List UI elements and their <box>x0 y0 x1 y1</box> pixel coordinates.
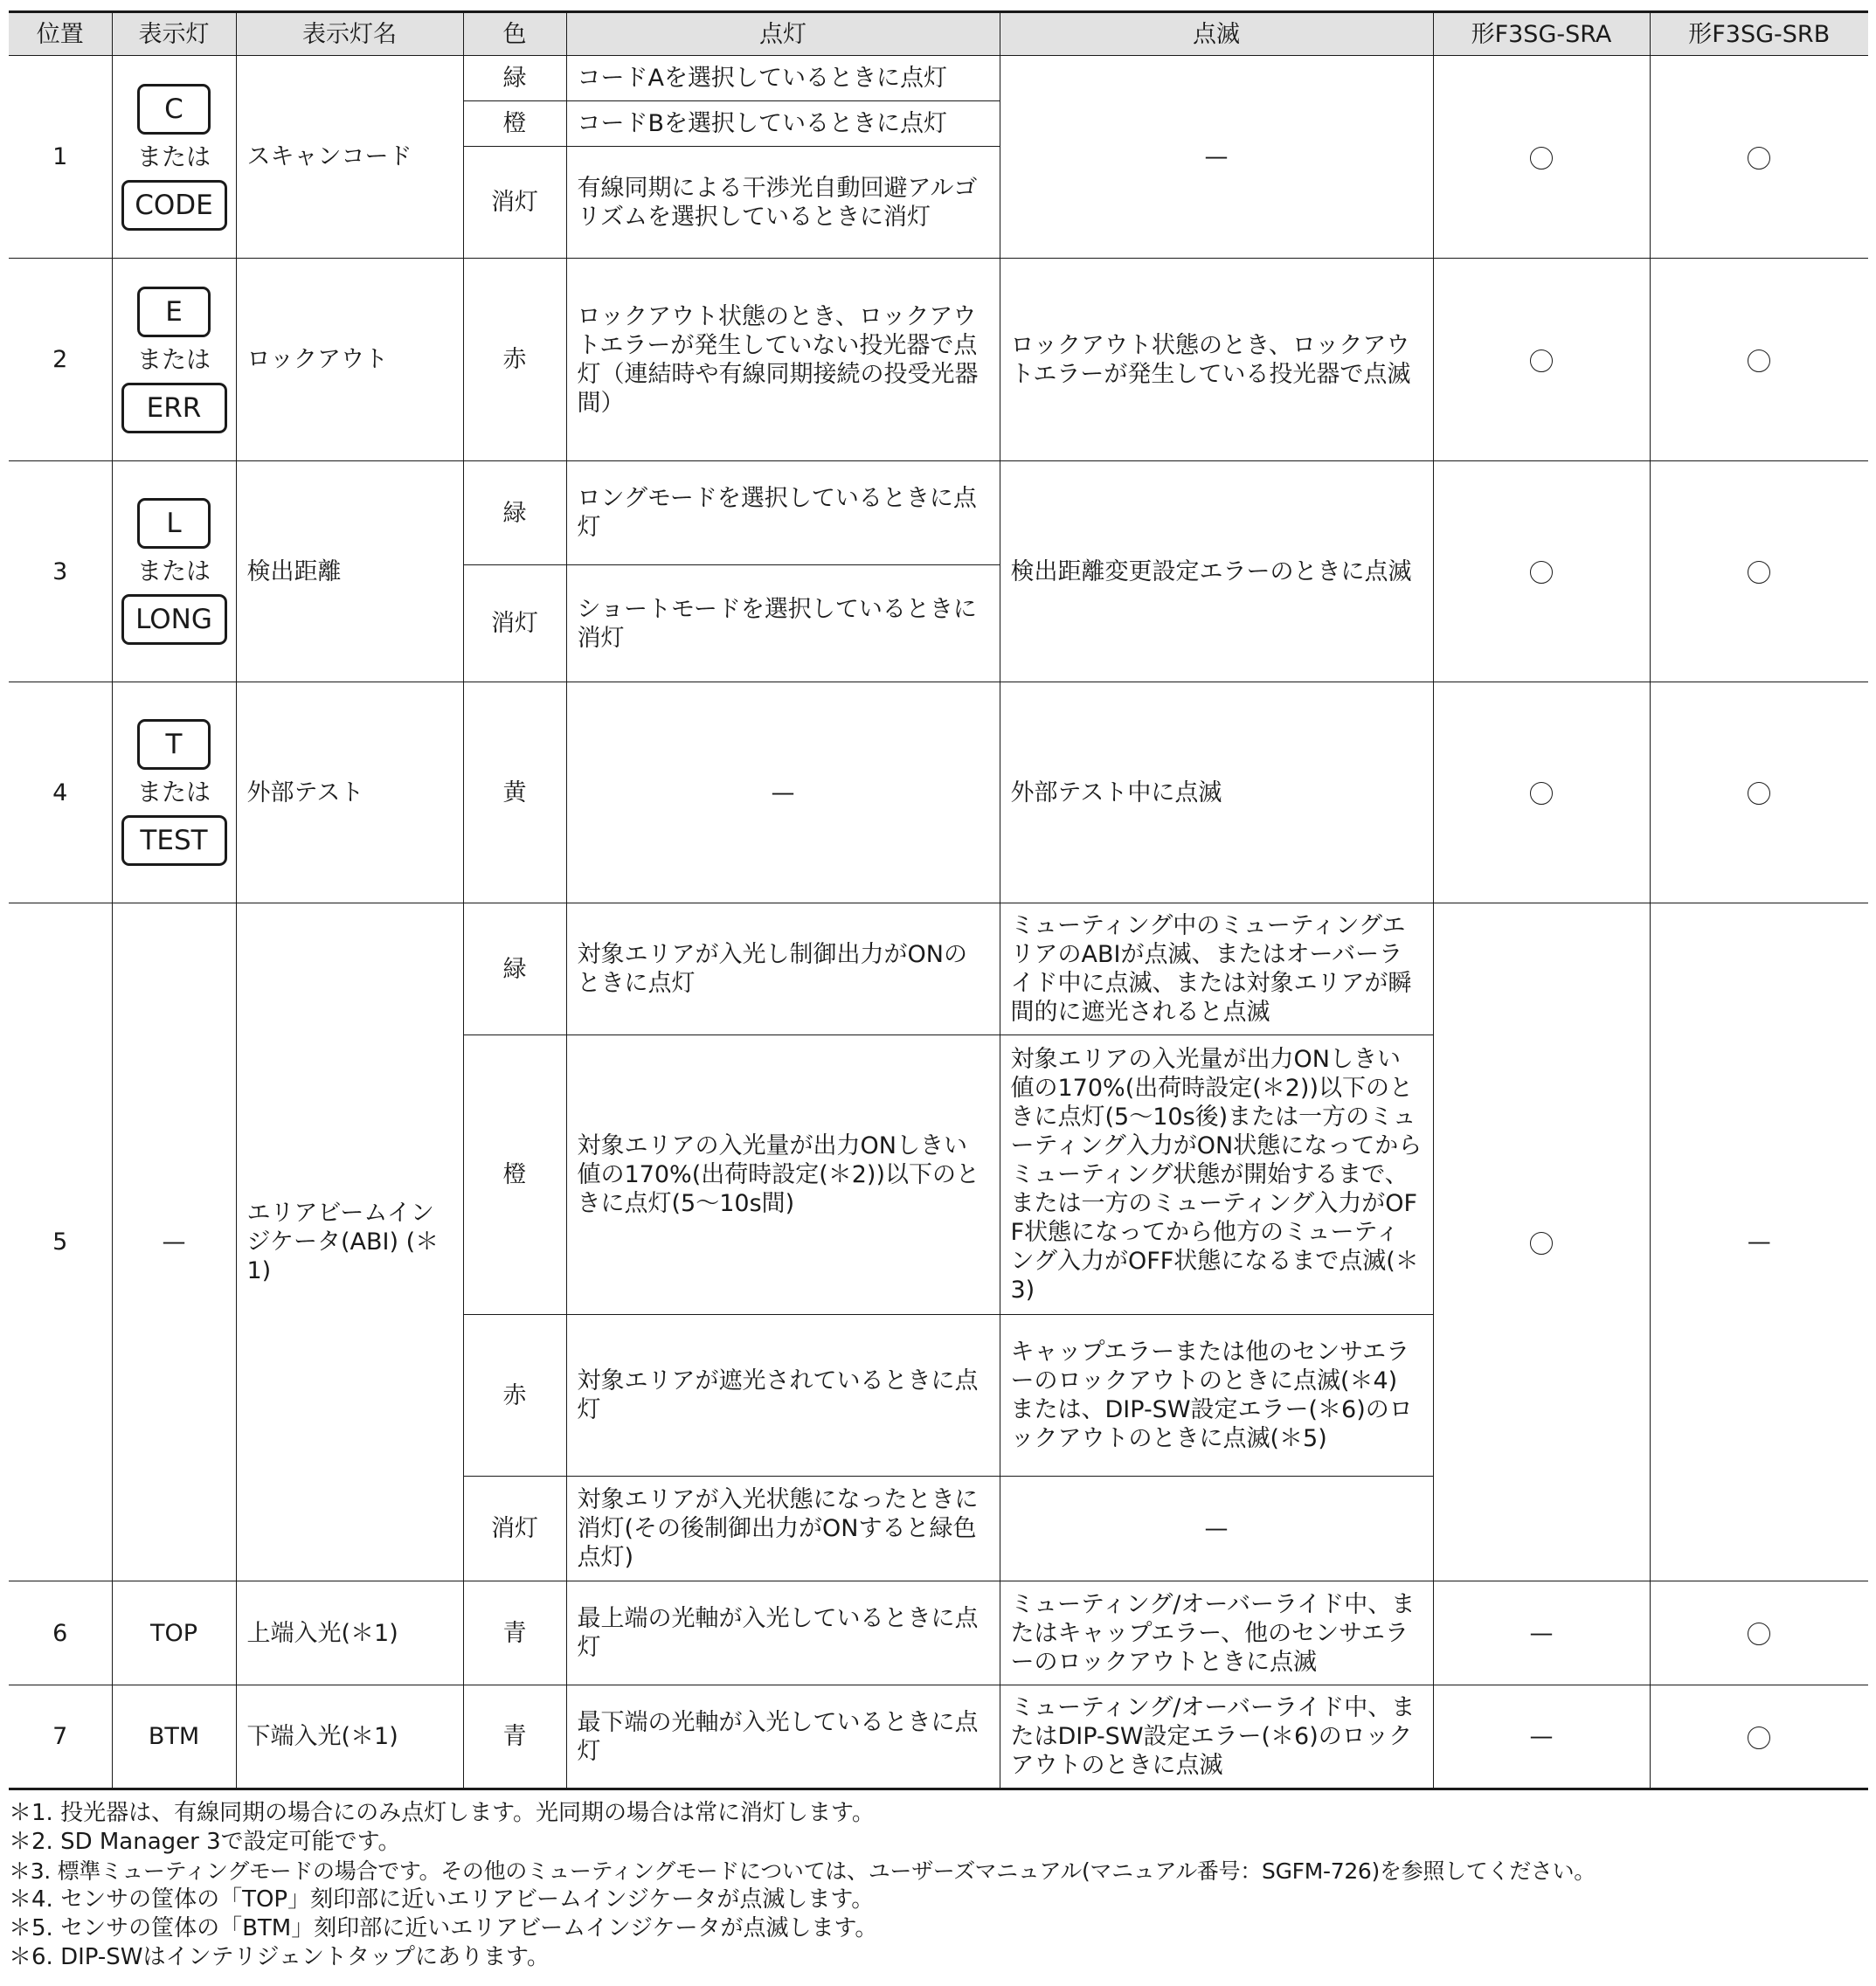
blink-cell: — <box>1000 56 1433 259</box>
header-indicator-name: 表示灯名 <box>236 12 463 56</box>
lit-cell: ロングモードを選択しているときに点灯 <box>566 461 1000 565</box>
indicator-long-label: ERR <box>121 383 227 433</box>
available-circle-icon <box>1530 561 1553 584</box>
table-row <box>9 461 1868 565</box>
available-circle-icon <box>1748 349 1770 372</box>
position-cell: 4 <box>9 682 112 903</box>
lit-cell: 対象エリアが入光状態になったときに消灯(その後制御出力がONすると緑色点灯) <box>566 1477 1000 1581</box>
blink-cell: — <box>1000 1477 1433 1581</box>
or-label: または <box>136 778 211 806</box>
lit-cell: コードAを選択しているときに点灯 <box>566 56 1000 101</box>
color-cell: 青 <box>463 1581 566 1685</box>
model-sra-cell <box>1433 259 1650 461</box>
or-label: または <box>136 142 211 171</box>
available-circle-icon <box>1748 561 1770 584</box>
model-srb-cell <box>1650 56 1868 259</box>
color-cell: 黄 <box>463 682 566 903</box>
indicator-cell <box>112 56 236 259</box>
indicator-cell <box>112 461 236 682</box>
blink-cell: 検出距離変更設定エラーのときに点滅 <box>1000 461 1433 682</box>
footnote: ＊1. 投光器は、有線同期の場合にのみ点灯します。光同期の場合は常に消灯します。 <box>9 1800 875 1826</box>
lit-cell: 対象エリアが入光し制御出力がONのときに点灯 <box>566 903 1000 1035</box>
model-sra-cell <box>1433 56 1650 259</box>
indicator-long-label: TEST <box>121 815 227 866</box>
color-cell: 橙 <box>463 101 566 147</box>
model-srb-cell <box>1650 1581 1868 1685</box>
indicator-name-cell: 検出距離 <box>236 461 463 682</box>
color-cell: 緑 <box>463 461 566 565</box>
header-position: 位置 <box>9 12 112 56</box>
indicator-cell: — <box>112 903 236 1581</box>
available-circle-icon <box>1530 147 1553 170</box>
table-row <box>9 56 1868 101</box>
indicator-cell <box>112 259 236 461</box>
blink-cell: ミューティング/オーバーライド中、またはキャップエラー、他のセンサエラーのロックアウトときに点滅 <box>1000 1581 1433 1685</box>
indicator-long-label: CODE <box>121 180 227 231</box>
model-srb-cell <box>1650 1685 1868 1789</box>
indicator-name-cell: スキャンコード <box>236 56 463 259</box>
header-color: 色 <box>463 12 566 56</box>
model-srb-cell <box>1650 682 1868 903</box>
lit-cell: ロックアウト状態のとき、ロックアウトエラーが発生していない投光器で点灯（連結時や有線同期接続の投受光器間） <box>566 259 1000 461</box>
indicator-cell: TOP <box>112 1581 236 1685</box>
color-cell: 赤 <box>463 1315 566 1477</box>
position-cell: 7 <box>9 1685 112 1789</box>
color-cell: 緑 <box>463 56 566 101</box>
footnotes <box>9 1799 1868 1972</box>
position-cell: 2 <box>9 259 112 461</box>
indicator-long-label: LONG <box>121 594 227 645</box>
header-lit: 点灯 <box>566 12 1000 56</box>
blink-cell: 対象エリアの入光量が出力ONしきい値の170%(出荷時設定(＊2))以下のときに点灯(5〜10s後)または一方のミューティング入力がON状態になってからミューティング状態が開始するまで、または一方のミューティング入力がOFF状態になってから他方のミューティング入力がOFF状態になるまで点滅(＊3) <box>1000 1035 1433 1315</box>
model-sra-cell <box>1433 903 1650 1581</box>
lit-cell: ショートモードを選択しているときに消灯 <box>566 565 1000 682</box>
table-row <box>9 1581 1868 1685</box>
header-blink: 点滅 <box>1000 12 1433 56</box>
indicator-name-cell: 上端入光(＊1) <box>236 1581 463 1685</box>
available-circle-icon <box>1748 1727 1770 1749</box>
available-circle-icon <box>1748 782 1770 805</box>
or-label: または <box>136 344 211 374</box>
available-circle-icon <box>1748 147 1770 170</box>
spec-table-container <box>9 10 1868 1972</box>
blink-cell: ロックアウト状態のとき、ロックアウトエラーが発生している投光器で点滅 <box>1000 259 1433 461</box>
model-srb-cell: — <box>1650 903 1868 1581</box>
available-circle-icon <box>1530 1232 1553 1255</box>
model-sra-cell <box>1433 461 1650 682</box>
indicator-name-cell: 外部テスト <box>236 682 463 903</box>
footnote: ＊3. 標準ミューティングモードの場合です。その他のミューティングモードについては、ユーザーズマニュアル(マニュアル番号：SGFM-726)を参照してください。 <box>9 1858 1596 1884</box>
footnote: ＊2. SD Manager 3で設定可能です。 <box>9 1829 401 1855</box>
color-cell: 消灯 <box>463 565 566 682</box>
indicator-spec-table <box>9 10 1868 1790</box>
available-circle-icon <box>1530 349 1553 372</box>
blink-cell: 外部テスト中に点滅 <box>1000 682 1433 903</box>
footnote: ＊5. センサの筐体の「BTM」刻印部に近いエリアビームインジケータが点滅します。 <box>9 1915 878 1941</box>
table-row <box>9 903 1868 1035</box>
color-cell: 消灯 <box>463 1477 566 1581</box>
position-cell: 1 <box>9 56 112 259</box>
footnote: ＊6. DIP-SWはインテリジェントタップにあります。 <box>9 1944 550 1970</box>
indicator-name-cell: ロックアウト <box>236 259 463 461</box>
available-circle-icon <box>1530 782 1553 805</box>
indicator-short-label: T <box>137 719 211 770</box>
indicator-name-cell: 下端入光(＊1) <box>236 1685 463 1789</box>
table-row <box>9 1685 1868 1789</box>
position-cell: 6 <box>9 1581 112 1685</box>
model-sra-cell: — <box>1433 1685 1650 1789</box>
lit-cell: 最上端の光軸が入光しているときに点灯 <box>566 1581 1000 1685</box>
header-row <box>9 12 1868 56</box>
model-sra-cell: — <box>1433 1581 1650 1685</box>
lit-cell: 対象エリアが遮光されているときに点灯 <box>566 1315 1000 1477</box>
color-cell: 赤 <box>463 259 566 461</box>
indicator-short-label: L <box>137 498 211 549</box>
blink-cell: ミューティング中のミューティングエリアのABIが点滅、またはオーバーライド中に点滅、または対象エリアが瞬間的に遮光されると点滅 <box>1000 903 1433 1035</box>
header-indicator: 表示灯 <box>112 12 236 56</box>
lit-cell: — <box>566 682 1000 903</box>
color-cell: 青 <box>463 1685 566 1789</box>
model-sra-cell <box>1433 682 1650 903</box>
blink-cell: ミューティング/オーバーライド中、またはDIP-SW設定エラー(＊6)のロックアウトのときに点滅 <box>1000 1685 1433 1789</box>
blink-cell: キャップエラーまたは他のセンサエラーのロックアウトのときに点滅(＊4) または、DIP-SW設定エラー(＊6)のロックアウトのときに点滅(＊5) <box>1000 1315 1433 1477</box>
lit-cell: 有線同期による干渉光自動回避アルゴリズムを選択しているときに消灯 <box>566 147 1000 259</box>
color-cell: 橙 <box>463 1035 566 1315</box>
indicator-short-label: C <box>137 84 211 135</box>
color-cell: 緑 <box>463 903 566 1035</box>
table-row <box>9 682 1868 903</box>
indicator-cell: BTM <box>112 1685 236 1789</box>
available-circle-icon <box>1748 1623 1770 1645</box>
table-row <box>9 259 1868 461</box>
indicator-cell <box>112 682 236 903</box>
or-label: または <box>136 557 211 585</box>
header-model-sra: 形F3SG-SRA <box>1433 12 1650 56</box>
footnote: ＊4. センサの筐体の「TOP」刻印部に近いエリアビームインジケータが点滅します。 <box>9 1886 875 1913</box>
indicator-short-label: E <box>137 287 211 337</box>
model-srb-cell <box>1650 461 1868 682</box>
lit-cell: 対象エリアの入光量が出力ONしきい値の170%(出荷時設定(＊2))以下のときに点灯(5〜10s間) <box>566 1035 1000 1315</box>
position-cell: 3 <box>9 461 112 682</box>
color-cell: 消灯 <box>463 147 566 259</box>
indicator-name-cell: エリアビームインジケータ(ABI) (＊1) <box>236 903 463 1581</box>
model-srb-cell <box>1650 259 1868 461</box>
position-cell: 5 <box>9 903 112 1581</box>
lit-cell: 最下端の光軸が入光しているときに点灯 <box>566 1685 1000 1789</box>
header-model-srb: 形F3SG-SRB <box>1650 12 1868 56</box>
lit-cell: コードBを選択しているときに点灯 <box>566 101 1000 147</box>
